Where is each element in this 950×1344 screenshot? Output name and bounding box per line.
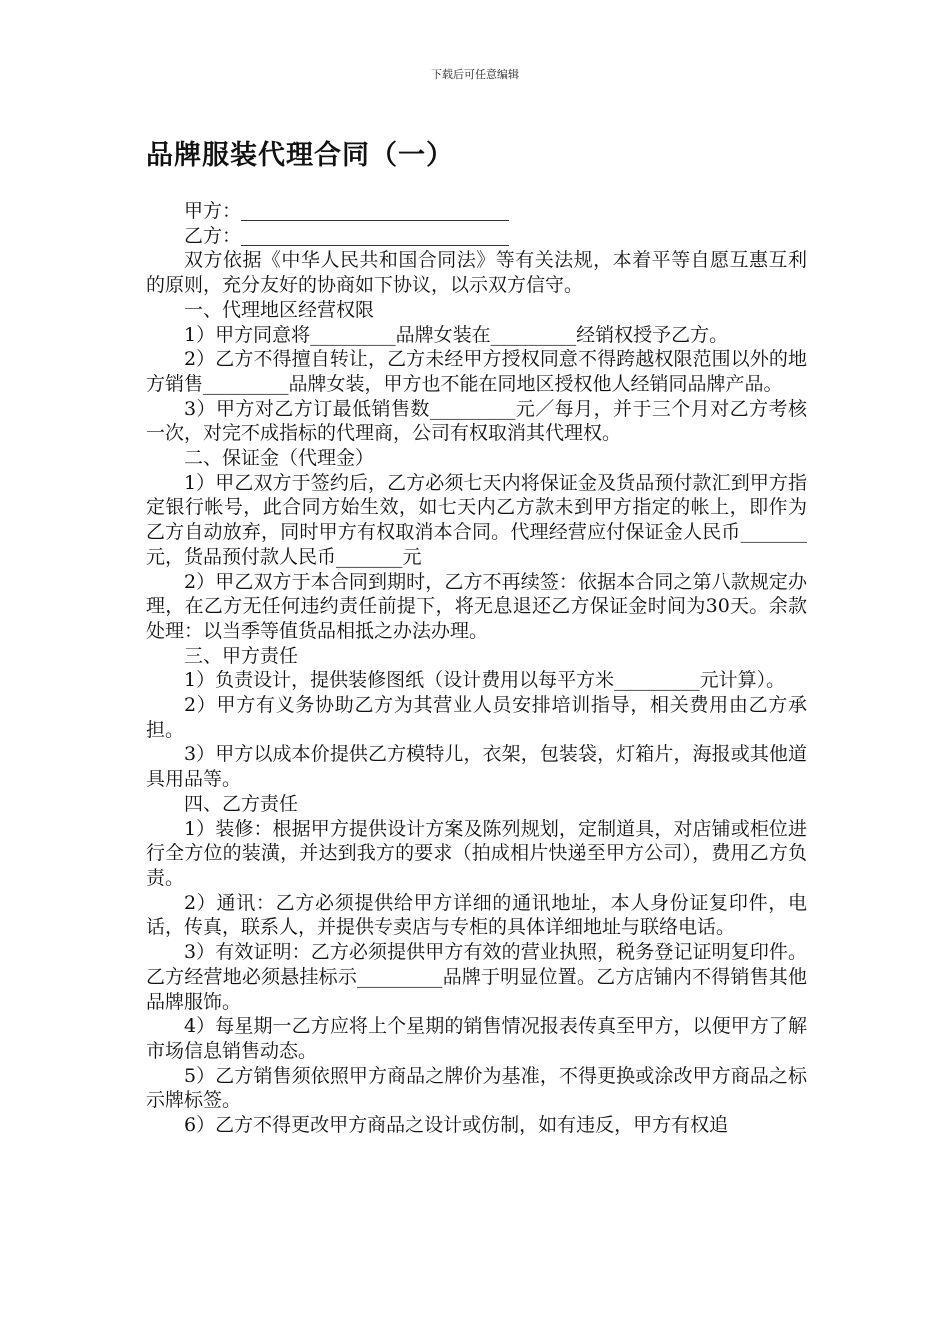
party-b-label: 乙方： [184, 224, 242, 247]
party-a-blank [241, 200, 509, 221]
clause-3-3: 3）甲方以成本价提供乙方模特儿，衣架，包装袋，灯箱片，海报或其他道具用品等。 [146, 743, 807, 791]
clause-3-2: 2）甲方有义务协助乙方为其营业人员安排培训指导，相关费用由乙方承担。 [146, 694, 807, 741]
clause-4-6: 6）乙方不得更改甲方商品之设计或仿制，如有违反，甲方有权追 [184, 1114, 729, 1137]
section-heading-4: 四、乙方责任 [184, 792, 299, 815]
party-a-line [146, 199, 807, 224]
clause-1-1: 1）甲方同意将_________品牌女装在_________经销权授予乙方。 [184, 323, 729, 346]
clause-4-2: 2）通讯：乙方必须提供给甲方详细的通讯地址，本人身份证复印件，电话，传真，联系人，并提供专卖店与专柜的具体详细地址与联络电话。 [146, 891, 807, 939]
section-heading-3: 三、甲方责任 [184, 644, 299, 667]
party-a-label: 甲方： [184, 200, 242, 222]
clause-2-2: 2）甲乙双方于本合同到期时，乙方不再续签：依据本合同之第八款规定办理，在乙方无任何违约责任前提下，将无息退还乙方保证金时间为30天。余款处理：以当季等值货品相抵之办法办理。 [146, 570, 807, 642]
document-title: 品牌服装代理合同（一） [146, 140, 454, 171]
clause-1-3: 3）甲方对乙方订最低销售数_________元／每月，并于三个月对乙方考核一次，对完不成指标的代理商，公司有权取消其代理权。 [146, 397, 807, 445]
clause-4-3: 3）有效证明：乙方必须提供甲方有效的营业执照，税务登记证明复印件。乙方经营地必须悬挂标示_________品牌于明显位置。乙方店铺内不得销售其他品牌服饰。 [146, 941, 807, 1013]
clause-4-4: 4）每星期一乙方应将上个星期的销售情况报表传真至甲方，以便甲方了解市场信息销售动态。 [146, 1015, 807, 1062]
party-b-line [146, 224, 807, 249]
clause-3-1: 1）负责设计，提供装修图纸（设计费用以每平方米_________元计算）。 [184, 669, 786, 692]
clause-2-1: 1）甲乙双方于签约后，乙方必须七天内将保证金及货品预付款汇到甲方指定银行帐号，此合同方始生效，如七天内乙方款未到甲方指定的帐上，即作为乙方自动放弃，同时甲方有权取消本合同。代理经营应付保证金人民币_______元，货品预付款人民币_______元 [146, 471, 807, 568]
party-b-blank [241, 225, 509, 246]
clause-4-5: 5）乙方销售须依照甲方商品之牌价为基准，不得更换或涂改甲方商品之标示牌标签。 [146, 1064, 807, 1112]
section-heading-2: 二、保证金（代理金） [184, 447, 375, 470]
clause-4-1: 1）装修：根据甲方提供设计方案及陈列规划，定制道具，对店铺或柜位进行全方位的装潢，并达到我方的要求（拍成相片快递至甲方公司），费用乙方负责。 [146, 817, 807, 889]
document-body [146, 199, 807, 1138]
header-note: 下载后可任意编辑 [431, 68, 519, 81]
intro-paragraph: 双方依据《中华人民共和国合同法》等有关法规，本着平等自愿互惠互利的原则，充分友好的协商如下协议，以示双方信守。 [146, 249, 807, 297]
clause-1-2: 2）乙方不得擅自转让，乙方未经甲方授权同意不得跨越权限范围以外的地方销售_________品牌女装，甲方也不能在同地区授权他人经销同品牌产品。 [146, 348, 807, 395]
section-heading-1: 一、代理地区经营权限 [184, 298, 375, 321]
